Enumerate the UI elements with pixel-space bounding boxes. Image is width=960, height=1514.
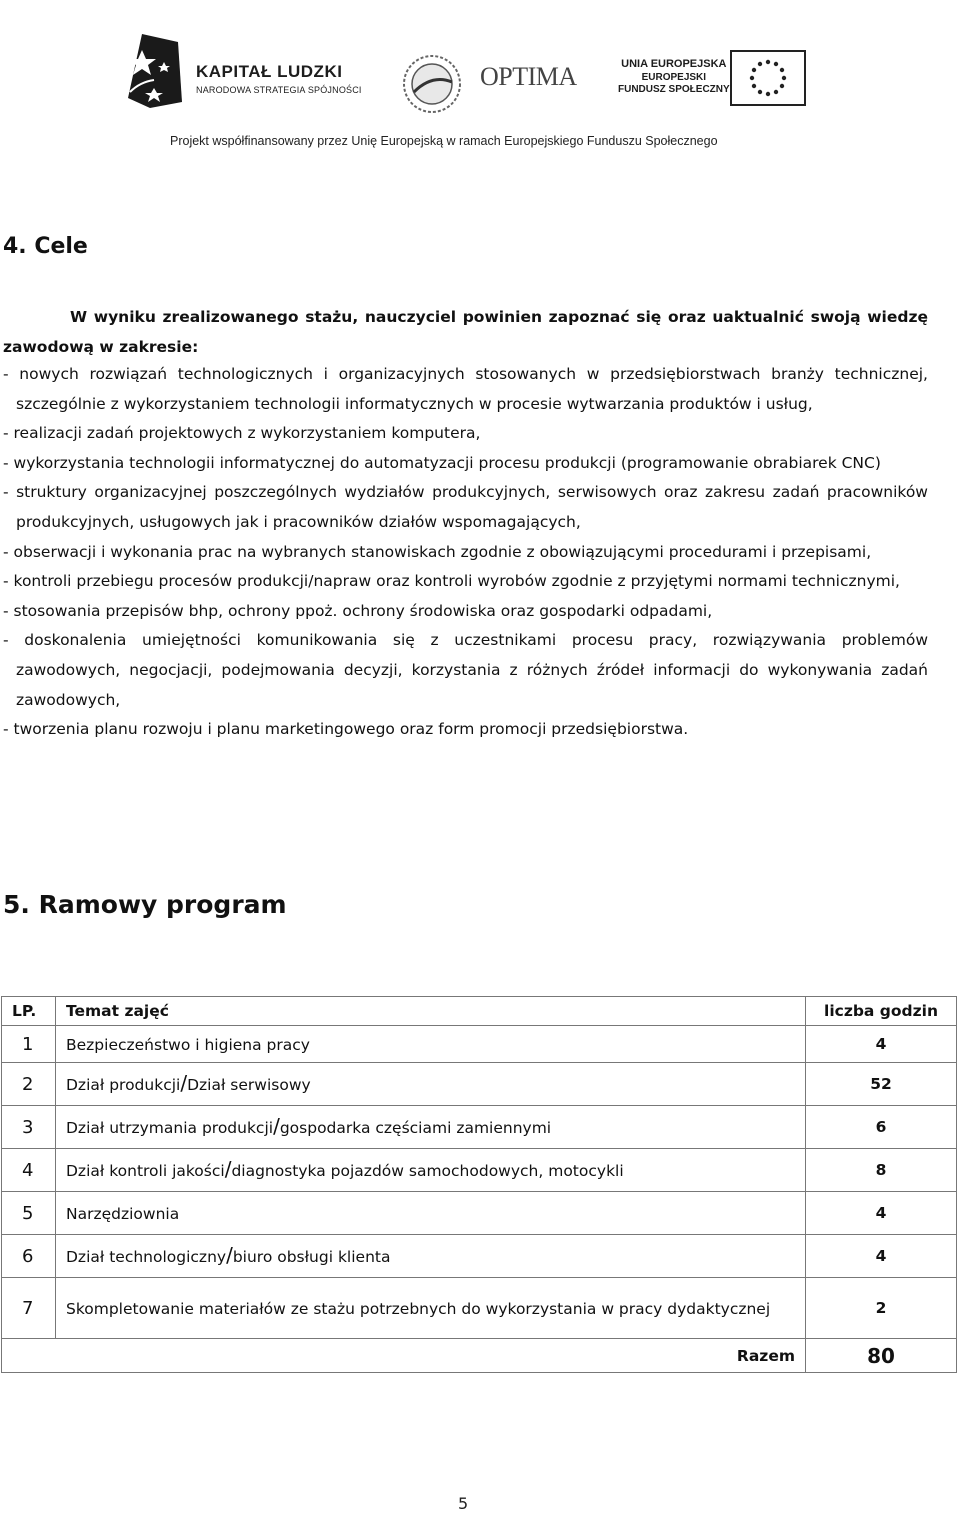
list-item: - nowych rozwiązań technologicznych i organizacyjnych stosowanych w przedsiębiorstwach branży technicznej, szczególnie z wykorzystaniem technologii informatycznych w procesie wytwarzania produktów i usług,	[3, 365, 928, 413]
column-header-topic: Temat zajęć	[56, 997, 806, 1026]
table-row	[2, 1063, 957, 1106]
kapital-ludzki-text	[196, 62, 362, 95]
project-cofinancing-line: Projekt współfinansowany przez Unię Europejską w ramach Europejskiego Funduszu Społecznego	[170, 134, 718, 148]
eu-flag-icon	[730, 50, 806, 110]
section-4-title: 4. Cele	[3, 234, 88, 259]
list-item: - wykorzystania technologii informatycznej do automatyzacji procesu produkcji (programowanie obrabiarek CNC)	[3, 453, 881, 472]
table-row	[2, 1149, 957, 1192]
row-topic: Narzędziownia	[56, 1192, 806, 1235]
row-lp: 6	[2, 1235, 56, 1278]
row-lp: 4	[2, 1149, 56, 1192]
intro-text: W wyniku zrealizowanego stażu, nauczyciel powinien zapoznać się oraz uaktualnić swoją wiedzę zawodową w zakresie:	[3, 308, 928, 356]
fodn-logo-icon	[400, 52, 464, 120]
kapital-ludzki-name: KAPITAŁ LUDZKI	[196, 62, 343, 81]
table-header-row	[2, 997, 957, 1026]
list-item: - stosowania przepisów bhp, ochrony ppoż. ochrony środowiska oraz gospodarki odpadami,	[3, 601, 713, 620]
row-lp: 3	[2, 1106, 56, 1149]
row-topic: Dział utrzymania produkcji/gospodarka częściami zamiennymi	[56, 1106, 806, 1149]
row-lp: 2	[2, 1063, 56, 1106]
table-row	[2, 1106, 957, 1149]
table-total-row	[2, 1339, 957, 1373]
list-item: - realizacji zadań projektowych z wykorzystaniem komputera,	[3, 424, 481, 443]
row-topic: Skompletowanie materiałów ze stażu potrzebnych do wykorzystania w pracy dydaktycznej	[56, 1278, 806, 1339]
kapital-ludzki-logo-icon	[120, 32, 190, 114]
table-row	[2, 1235, 957, 1278]
header-logos	[0, 0, 960, 170]
list-item: - tworzenia planu rozwoju i planu marketingowego oraz form promocji przedsiębiorstwa.	[3, 720, 689, 739]
column-header-hours: liczba godzin	[806, 997, 957, 1026]
page-number: 5	[458, 1494, 469, 1513]
row-hours: 6	[806, 1106, 957, 1149]
row-hours: 2	[806, 1278, 957, 1339]
optima-logo: OPTIMA	[480, 62, 577, 91]
row-topic: Dział technologiczny/biuro obsługi klienta	[56, 1235, 806, 1278]
row-topic: Bezpieczeństwo i higiena pracy	[56, 1026, 806, 1063]
list-item: - kontroli przebiegu procesów produkcji/napraw oraz kontroli wyrobów zgodnie z przyjętymi normami technicznymi,	[3, 572, 900, 591]
eu-line-1: UNIA EUROPEJSKA	[621, 58, 727, 70]
eu-fund-text	[618, 58, 730, 95]
table-row	[2, 1026, 957, 1063]
column-header-lp: LP.	[2, 997, 56, 1026]
program-table	[1, 996, 957, 1373]
row-hours: 8	[806, 1149, 957, 1192]
eu-line-3: FUNDUSZ SPOŁECZNY	[618, 84, 730, 95]
table-row	[2, 1192, 957, 1235]
table-row	[2, 1278, 957, 1339]
row-lp: 1	[2, 1026, 56, 1063]
kapital-ludzki-subtitle: NARODOWA STRATEGIA SPÓJNOŚCI	[196, 85, 362, 95]
goals-list	[3, 360, 928, 745]
row-hours: 4	[806, 1235, 957, 1278]
eu-line-2: EUROPEJSKI	[641, 72, 707, 83]
total-label: Razem	[2, 1339, 806, 1373]
row-hours: 4	[806, 1026, 957, 1063]
row-hours: 4	[806, 1192, 957, 1235]
row-lp: 7	[2, 1278, 56, 1339]
list-item: - doskonalenia umiejętności komunikowania się z uczestnikami procesu pracy, rozwiązywania problemów zawodowych, negocjacji, podejmowania decyzji, korzystania z różnych źródeł informacji do wykonywania zadań zawodowych,	[3, 631, 928, 709]
total-value: 80	[806, 1339, 957, 1373]
list-item: - obserwacji i wykonania prac na wybranych stanowiskach zgodnie z obowiązującymi procedurami i przepisami,	[3, 542, 872, 561]
section-5-title: 5. Ramowy program	[3, 890, 287, 919]
list-item: - struktury organizacyjnej poszczególnych wydziałów produkcyjnych, serwisowych oraz zakresu zadań pracowników produkcyjnych, usługowych jak i pracowników działów wspomagających,	[3, 483, 928, 531]
section-4-intro	[3, 302, 928, 362]
row-hours: 52	[806, 1063, 957, 1106]
row-topic: Dział produkcji/Dział serwisowy	[56, 1063, 806, 1106]
row-topic: Dział kontroli jakości/diagnostyka pojazdów samochodowych, motocykli	[56, 1149, 806, 1192]
row-lp: 5	[2, 1192, 56, 1235]
